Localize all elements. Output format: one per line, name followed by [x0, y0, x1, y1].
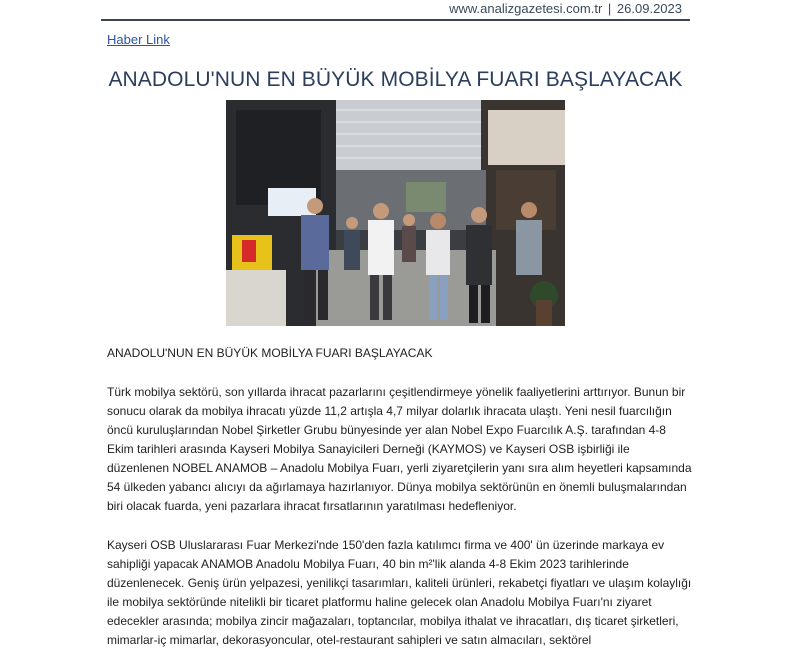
article-paragraph-1: Türk mobilya sektörü, son yıllarda ihracat pazarlarını çeşitlendirmeye yönelik faaliyetlerini arttırıyor. Bunun bir sonucu olarak da mobilya ihracatı yüzde 11,2 artışla 4,7 milyar dolarlık ihracata ulaştı. Yeni nesil fuarcılığın öncü kuruluşlarından Nobel Şirketler Grubu bünyesinde yer alan Nobel Expo Fuarcılık A.Ş. tarafından 4-8 Ekim tarihleri arasında Kayseri Mobilya Sanayicileri Derneği (KAYMOS) ve Kayseri OSB işbirliği ile düzenlenen NOBEL ANAMOB – Anadolu Mobilya Fuarı, yerli ziyaretçilerin yanı sıra alım heyetleri kapsamında 54 ülkeden yabancı alıcıyı da ağırlamaya hazırlanıyor. Dünya mobilya sektörünün en önemli buluşmalarından biri olacak fuarda, yeni pazarlara ihracat fırsatlarının yaratılması hedefleniyor.	[107, 385, 692, 513]
article-photo	[226, 100, 565, 326]
haber-link[interactable]: Haber Link	[107, 32, 170, 47]
publish-date: 26.09.2023	[616, 1, 682, 16]
fair-crowd-photo-icon	[226, 100, 565, 326]
article-paragraph-2: Kayseri OSB Uluslararası Fuar Merkezi'nde 150'den fazla katılımcı firma ve 400' ün üzerinde markaya ev sahipliği yapacak ANAMOB Anadolu Mobilya Fuarı, 40 bin m²'lik alanda 4-8 Ekim 2023 tarihlerinde düzenlenecek. Geniş ürün yelpazesi, yenilikçi tasarımları, kaliteli ürünleri, rekabetçi fiyatları ve ulaşım kolaylığı ile mobilya sektöründe nitelikli bir ticaret platformu haline gelecek olan Anadolu Mobilya Fuarı'nı ziyaret edecekler arasında; mobilya zincir mağazaları, toptancılar, mobilya ithalat ve ihracatları, dış ticaret şirketleri, mimarlar-iç mimarlar, dekorasyoncular, otel-restaurant sahipleri ve satın almacıları, sektörel	[107, 538, 692, 647]
header-separator: |	[607, 1, 612, 16]
site-url: www.analizgazetesi.com.tr	[449, 1, 603, 16]
source-line	[449, 1, 682, 16]
article-headline: ANADOLU'NUN EN BÜYÜK MOBİLYA FUARI BAŞLAYACAK	[108, 68, 683, 91]
page-header	[101, 0, 690, 21]
article-subhead: ANADOLU'NUN EN BÜYÜK MOBİLYA FUARI BAŞLAYACAK	[107, 346, 433, 360]
